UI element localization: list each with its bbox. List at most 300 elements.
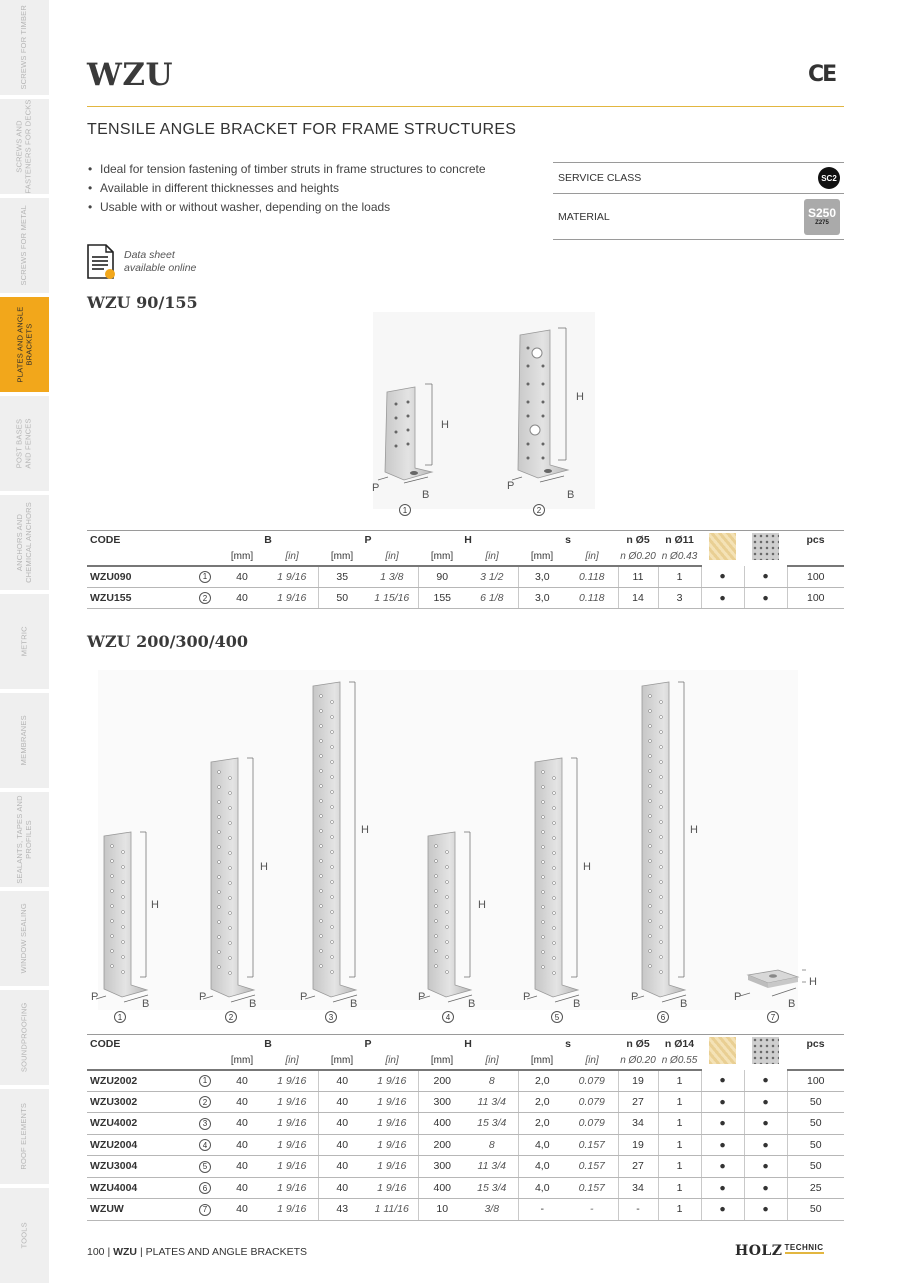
cell-s-mm: - <box>518 1199 566 1221</box>
material-coating: Z275 <box>815 220 829 226</box>
ref-number: 2 <box>199 1096 211 1108</box>
ref-number: 7 <box>767 1011 779 1023</box>
cell-b-in: 1 9/16 <box>266 1156 318 1178</box>
cell-concrete: ● <box>744 1113 787 1135</box>
sidebar-tab-label: MEMBRANES <box>19 715 29 766</box>
footer-separator: | <box>107 1246 111 1258</box>
ref-cell <box>192 1091 218 1113</box>
cell-s-in: - <box>566 1199 618 1221</box>
sidebar-tab-label: ROOF ELEMENTS <box>19 1103 29 1170</box>
table-row <box>87 1199 844 1221</box>
cell-s-in: 0.157 <box>566 1156 618 1178</box>
bracket-wzu2002 <box>96 832 148 1002</box>
service-class-row <box>553 162 844 193</box>
product-info-box <box>553 162 844 240</box>
sidebar-tab-label: SCREWS AND FASTENERS FOR DECKS <box>15 99 33 194</box>
concrete-substrate-icon <box>744 1035 787 1070</box>
dim-label-h: H <box>441 419 449 431</box>
unit-nbig: n Ø0.55 <box>658 1053 701 1070</box>
cell-h-mm: 10 <box>418 1199 466 1221</box>
unit-in: [in] <box>466 549 518 566</box>
col-n5: n Ø5 <box>618 531 658 549</box>
brand-sub: TECHNIC <box>784 1243 824 1252</box>
product-code: WZU2002 <box>87 1070 192 1092</box>
ref-number: 6 <box>199 1182 211 1194</box>
cell-p-in: 1 9/16 <box>366 1070 418 1092</box>
ref-number: 4 <box>442 1011 454 1023</box>
cell-pcs: 50 <box>787 1091 844 1113</box>
dim-label-p: P <box>199 991 207 1003</box>
cell-concrete: ● <box>744 587 787 609</box>
brand-logo <box>735 1243 824 1259</box>
dim-label-b: B <box>350 998 358 1010</box>
sidebar-tab[interactable] <box>0 990 49 1087</box>
ref-cell <box>192 1134 218 1156</box>
cell-n1: 34 <box>618 1113 658 1135</box>
unit-in: [in] <box>566 1053 618 1070</box>
dim-label-p: P <box>523 991 531 1003</box>
unit-mm: [mm] <box>518 1053 566 1070</box>
ref-cell <box>192 566 218 588</box>
category-sidebar <box>0 0 49 1287</box>
cell-s-mm: 2,0 <box>518 1113 566 1135</box>
sidebar-tab-label: POST BASES AND FENCES <box>15 418 33 469</box>
ref-number: 5 <box>551 1011 563 1023</box>
cell-n2: 1 <box>658 1134 701 1156</box>
cell-s-mm: 4,0 <box>518 1156 566 1178</box>
ref-cell <box>192 1199 218 1221</box>
dim-label-b: B <box>422 489 430 501</box>
cell-concrete: ● <box>744 1156 787 1178</box>
cell-h-mm: 200 <box>418 1134 466 1156</box>
dim-label-p: P <box>91 991 99 1003</box>
ref-number: 4 <box>199 1139 211 1151</box>
table-row <box>87 566 844 588</box>
ref-number: 1 <box>399 504 411 516</box>
cell-concrete: ● <box>744 1091 787 1113</box>
cell-n1: 27 <box>618 1156 658 1178</box>
ref-number: 7 <box>199 1204 211 1216</box>
table-header-row <box>87 531 844 549</box>
cell-b-in: 1 9/16 <box>266 1091 318 1113</box>
cell-concrete: ● <box>744 1134 787 1156</box>
cell-p-mm: 40 <box>318 1091 366 1113</box>
dim-label-p: P <box>734 991 742 1003</box>
cell-wood: ● <box>701 1113 744 1135</box>
ref-cell <box>192 1177 218 1199</box>
col-h: H <box>418 531 518 549</box>
sidebar-tab-label: SCREWS FOR TIMBER <box>19 5 29 90</box>
cell-b-in: 1 9/16 <box>266 566 318 588</box>
cell-s-in: 0.157 <box>566 1134 618 1156</box>
material-grade: S250 <box>807 206 837 220</box>
table-row <box>87 1070 844 1092</box>
cell-n2: 1 <box>658 1199 701 1221</box>
cell-h-mm: 200 <box>418 1070 466 1092</box>
brand-name: HOLZ <box>735 1243 783 1259</box>
bracket-wzu4004 <box>634 682 686 1002</box>
cell-pcs: 50 <box>787 1134 844 1156</box>
cell-b-in: 1 9/16 <box>266 1134 318 1156</box>
table-row <box>87 1091 844 1113</box>
ce-mark-icon: CE <box>808 62 836 87</box>
bracket-wzu4002 <box>305 682 357 1002</box>
dim-label-b: B <box>567 489 575 501</box>
unit-in: [in] <box>266 1053 318 1070</box>
unit-mm: [mm] <box>218 1053 266 1070</box>
cell-p-mm: 40 <box>318 1134 366 1156</box>
cell-h-in: 6 1/8 <box>466 587 518 609</box>
ref-number: 5 <box>199 1161 211 1173</box>
col-code: CODE <box>87 531 192 549</box>
cell-h-mm: 400 <box>418 1177 466 1199</box>
table-header-row <box>87 1035 844 1053</box>
cell-p-mm: 50 <box>318 587 366 609</box>
unit-mm: [mm] <box>418 1053 466 1070</box>
dim-label-h: H <box>361 824 369 836</box>
cell-wood: ● <box>701 1070 744 1092</box>
unit-in: [in] <box>566 549 618 566</box>
unit-in: [in] <box>366 549 418 566</box>
dim-label-h: H <box>809 976 817 988</box>
col-b: B <box>218 531 318 549</box>
dim-label-b: B <box>788 998 796 1010</box>
dim-label-p: P <box>372 482 380 494</box>
wzu-200-300-400-photo <box>88 670 818 1015</box>
ref-cell <box>192 1156 218 1178</box>
dim-label-h: H <box>576 391 584 403</box>
table-row <box>87 587 844 609</box>
col-pcs: pcs <box>787 531 844 549</box>
product-subtitle: TENSILE ANGLE BRACKET FOR FRAME STRUCTURES <box>87 121 517 138</box>
table-row <box>87 1134 844 1156</box>
cell-p-in: 1 9/16 <box>366 1177 418 1199</box>
dim-label-h: H <box>690 824 698 836</box>
cell-b-in: 1 9/16 <box>266 587 318 609</box>
unit-nbig: n Ø0.43 <box>658 549 701 566</box>
washer-wzuw <box>740 970 806 996</box>
product-code: WZU155 <box>87 587 192 609</box>
cell-h-mm: 90 <box>418 566 466 588</box>
cell-pcs: 50 <box>787 1113 844 1135</box>
page-number: 100 <box>87 1246 105 1258</box>
col-code: CODE <box>87 1035 192 1053</box>
bracket-wzu3002 <box>203 758 255 1002</box>
cell-p-mm: 40 <box>318 1177 366 1199</box>
cell-h-in: 3 1/2 <box>466 566 518 588</box>
col-s: s <box>518 1035 618 1053</box>
page-footer <box>87 1246 307 1258</box>
cell-pcs: 100 <box>787 566 844 588</box>
dim-label-b: B <box>680 998 688 1010</box>
footer-separator: | <box>139 1246 143 1258</box>
page-title: WZU <box>87 57 173 93</box>
cell-n2: 3 <box>658 587 701 609</box>
table-body <box>87 566 844 609</box>
ref-number: 2 <box>225 1011 237 1023</box>
bracket-wzu3004 <box>527 758 579 1002</box>
wzu-90-155-photo <box>360 320 600 520</box>
cell-wood: ● <box>701 566 744 588</box>
product-code: WZU3004 <box>87 1156 192 1178</box>
sidebar-tab-label: ANCHORS AND CHEMICAL ANCHORS <box>15 502 33 583</box>
col-p: P <box>318 531 418 549</box>
col-s: s <box>518 531 618 549</box>
ref-number: 1 <box>114 1011 126 1023</box>
cell-h-in: 11 3/4 <box>466 1091 518 1113</box>
cell-b-mm: 40 <box>218 1091 266 1113</box>
datasheet-line1: Data sheet <box>124 249 175 261</box>
timber-substrate-icon <box>701 531 744 566</box>
ref-number: 1 <box>199 571 211 583</box>
dim-label-h: H <box>583 861 591 873</box>
dim-label-h: H <box>151 899 159 911</box>
material-badge <box>804 199 840 235</box>
cell-b-mm: 40 <box>218 566 266 588</box>
cell-h-mm: 300 <box>418 1091 466 1113</box>
col-n5: n Ø5 <box>618 1035 658 1053</box>
cell-n2: 1 <box>658 1091 701 1113</box>
cell-n1: 14 <box>618 587 658 609</box>
feature-item: • Ideal for tension fastening of timber struts in frame structures to concrete <box>87 160 486 179</box>
datasheet-icon <box>86 244 116 280</box>
col-nbig: n Ø14 <box>658 1035 701 1053</box>
product-code: WZU2004 <box>87 1134 192 1156</box>
table-body <box>87 1070 844 1221</box>
sidebar-tab-label: SCREWS FOR METAL <box>19 205 29 286</box>
bracket-wzu2004 <box>420 832 472 1002</box>
footer-section: PLATES AND ANGLE BRACKETS <box>145 1246 308 1258</box>
dim-label-h: H <box>260 861 268 873</box>
sidebar-tab[interactable] <box>0 495 49 592</box>
cell-p-mm: 40 <box>318 1113 366 1135</box>
ref-cell <box>192 587 218 609</box>
cell-b-mm: 40 <box>218 1134 266 1156</box>
cell-b-mm: 40 <box>218 1113 266 1135</box>
product-code: WZU4004 <box>87 1177 192 1199</box>
cell-concrete: ● <box>744 566 787 588</box>
cell-b-mm: 40 <box>218 1070 266 1092</box>
ref-number: 3 <box>199 1118 211 1130</box>
dim-label-b: B <box>142 998 150 1010</box>
dim-label-p: P <box>418 991 426 1003</box>
unit-mm: [mm] <box>518 549 566 566</box>
product-code: WZU090 <box>87 566 192 588</box>
table-row <box>87 1177 844 1199</box>
cell-pcs: 100 <box>787 587 844 609</box>
table-row <box>87 1113 844 1135</box>
sidebar-tab[interactable] <box>0 99 49 196</box>
cell-h-in: 3/8 <box>466 1199 518 1221</box>
bracket-wzu090 <box>378 384 432 483</box>
cell-h-in: 8 <box>466 1134 518 1156</box>
ref-cell <box>192 1113 218 1135</box>
cell-concrete: ● <box>744 1177 787 1199</box>
dim-label-b: B <box>249 998 257 1010</box>
cell-n2: 1 <box>658 1113 701 1135</box>
footer-product: WZU <box>113 1246 138 1258</box>
dim-label-h: H <box>478 899 486 911</box>
unit-mm: [mm] <box>418 549 466 566</box>
spec-table-wzu-200-300-400 <box>87 1034 844 1221</box>
product-code: WZU3002 <box>87 1091 192 1113</box>
cell-p-in: 1 9/16 <box>366 1134 418 1156</box>
col-h: H <box>418 1035 518 1053</box>
cell-s-mm: 3,0 <box>518 566 566 588</box>
ref-number: 1 <box>199 1075 211 1087</box>
cell-wood: ● <box>701 1091 744 1113</box>
cell-n1: 34 <box>618 1177 658 1199</box>
product-code: WZUW <box>87 1199 192 1221</box>
dim-label-b: B <box>573 998 581 1010</box>
cell-h-mm: 155 <box>418 587 466 609</box>
dim-label-b: B <box>468 998 476 1010</box>
cell-p-in: 1 9/16 <box>366 1091 418 1113</box>
concrete-substrate-icon <box>744 531 787 566</box>
cell-n2: 1 <box>658 1177 701 1199</box>
cell-n1: 19 <box>618 1134 658 1156</box>
sidebar-tab[interactable] <box>0 0 49 97</box>
sidebar-tab-label: TOOLS <box>19 1222 29 1249</box>
sidebar-tab-label: PLATES AND ANGLE BRACKETS <box>15 306 33 383</box>
section-title-wzu-90-155: WZU 90/155 <box>87 293 198 312</box>
cell-b-in: 1 9/16 <box>266 1177 318 1199</box>
unit-mm: [mm] <box>318 1053 366 1070</box>
cell-n1: 27 <box>618 1091 658 1113</box>
dim-label-p: P <box>507 480 515 492</box>
cell-h-in: 8 <box>466 1070 518 1092</box>
sidebar-tab[interactable] <box>0 891 49 988</box>
cell-b-mm: 40 <box>218 587 266 609</box>
spec-table-wzu-90-155 <box>87 530 844 609</box>
cell-h-in: 15 3/4 <box>466 1177 518 1199</box>
unit-mm: [mm] <box>218 549 266 566</box>
cell-s-in: 0.079 <box>566 1113 618 1135</box>
title-divider <box>87 106 844 107</box>
dim-label-p: P <box>300 991 308 1003</box>
sidebar-tab-label: METRIC <box>19 626 29 657</box>
sidebar-tab-label: WINDOW SEALING <box>19 903 29 974</box>
unit-n5: n Ø0.20 <box>618 549 658 566</box>
col-nbig: n Ø11 <box>658 531 701 549</box>
feature-item: • Available in different thicknesses and heights <box>87 179 486 198</box>
cell-n1: 19 <box>618 1070 658 1092</box>
feature-list <box>87 160 486 217</box>
unit-n5: n Ø0.20 <box>618 1053 658 1070</box>
sidebar-tab[interactable] <box>0 1188 49 1285</box>
cell-n1: 11 <box>618 566 658 588</box>
cell-p-mm: 40 <box>318 1070 366 1092</box>
sidebar-tab-label: SEALANTS, TAPES AND PROFILES <box>15 795 33 884</box>
ref-number: 2 <box>199 592 211 604</box>
product-code: WZU4002 <box>87 1113 192 1135</box>
cell-h-mm: 300 <box>418 1156 466 1178</box>
cell-b-mm: 40 <box>218 1177 266 1199</box>
cell-pcs: 50 <box>787 1156 844 1178</box>
sidebar-tab[interactable] <box>0 297 49 394</box>
sidebar-tab[interactable] <box>0 792 49 889</box>
cell-wood: ● <box>701 1156 744 1178</box>
dim-label-p: P <box>631 991 639 1003</box>
sidebar-tab[interactable] <box>0 198 49 295</box>
cell-n2: 1 <box>658 1070 701 1092</box>
ref-number: 2 <box>533 504 545 516</box>
table-row <box>87 1156 844 1178</box>
sidebar-tab[interactable] <box>0 594 49 691</box>
unit-mm: [mm] <box>318 549 366 566</box>
cell-h-in: 15 3/4 <box>466 1113 518 1135</box>
cell-s-mm: 3,0 <box>518 587 566 609</box>
feature-item: • Usable with or without washer, depending on the loads <box>87 198 486 217</box>
sidebar-tab[interactable] <box>0 693 49 790</box>
cell-n2: 1 <box>658 566 701 588</box>
cell-s-mm: 2,0 <box>518 1070 566 1092</box>
cell-pcs: 100 <box>787 1070 844 1092</box>
datasheet-link[interactable] <box>86 244 196 280</box>
sidebar-tab-label: SOUNDPROOFING <box>19 1002 29 1073</box>
cell-p-in: 1 9/16 <box>366 1113 418 1135</box>
service-class-badge: SC2 <box>818 167 840 189</box>
cell-wood: ● <box>701 1134 744 1156</box>
cell-h-in: 11 3/4 <box>466 1156 518 1178</box>
datasheet-text <box>124 249 196 275</box>
cell-n2: 1 <box>658 1156 701 1178</box>
cell-b-mm: 40 <box>218 1156 266 1178</box>
material-label: MATERIAL <box>558 210 610 223</box>
cell-wood: ● <box>701 1177 744 1199</box>
cell-p-in: 1 3/8 <box>366 566 418 588</box>
cell-h-mm: 400 <box>418 1113 466 1135</box>
cell-b-in: 1 9/16 <box>266 1113 318 1135</box>
bracket-wzu155 <box>512 328 568 482</box>
ref-number: 6 <box>657 1011 669 1023</box>
cell-concrete: ● <box>744 1070 787 1092</box>
cell-n1: - <box>618 1199 658 1221</box>
sidebar-tab[interactable] <box>0 396 49 493</box>
cell-s-in: 0.157 <box>566 1177 618 1199</box>
col-b: B <box>218 1035 318 1053</box>
cell-s-in: 0.079 <box>566 1070 618 1092</box>
cell-pcs: 50 <box>787 1199 844 1221</box>
datasheet-line2: available online <box>124 262 197 274</box>
cell-b-in: 1 9/16 <box>266 1199 318 1221</box>
col-p: P <box>318 1035 418 1053</box>
col-pcs: pcs <box>787 1035 844 1053</box>
unit-in: [in] <box>266 549 318 566</box>
cell-p-mm: 40 <box>318 1156 366 1178</box>
cell-concrete: ● <box>744 1199 787 1221</box>
sidebar-tab[interactable] <box>0 1089 49 1186</box>
cell-p-mm: 35 <box>318 566 366 588</box>
cell-s-in: 0.118 <box>566 587 618 609</box>
cell-s-mm: 4,0 <box>518 1134 566 1156</box>
cell-s-in: 0.118 <box>566 566 618 588</box>
cell-b-mm: 40 <box>218 1199 266 1221</box>
cell-s-in: 0.079 <box>566 1091 618 1113</box>
unit-in: [in] <box>366 1053 418 1070</box>
cell-s-mm: 2,0 <box>518 1091 566 1113</box>
cell-wood: ● <box>701 587 744 609</box>
cell-pcs: 25 <box>787 1177 844 1199</box>
material-row <box>553 193 844 240</box>
cell-p-mm: 43 <box>318 1199 366 1221</box>
cell-s-mm: 4,0 <box>518 1177 566 1199</box>
cell-wood: ● <box>701 1199 744 1221</box>
service-class-label: SERVICE CLASS <box>558 172 642 184</box>
cell-p-in: 1 15/16 <box>366 587 418 609</box>
cell-p-in: 1 11/16 <box>366 1199 418 1221</box>
cell-p-in: 1 9/16 <box>366 1156 418 1178</box>
